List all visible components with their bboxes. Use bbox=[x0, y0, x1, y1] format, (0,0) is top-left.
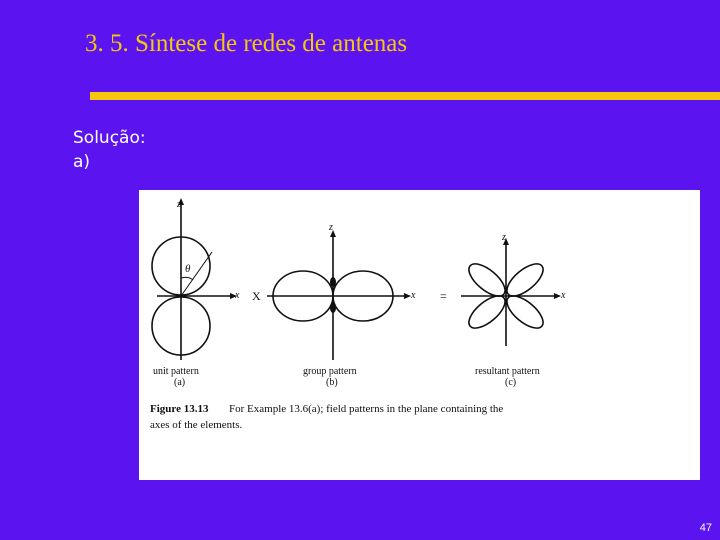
panel-a-theta-label: θ bbox=[185, 263, 191, 275]
figure-caption-number: Figure 13.13 bbox=[150, 403, 209, 415]
figure-caption-line1: For Example 13.6(a); field patterns in the plane containing the bbox=[229, 403, 504, 415]
figure-image bbox=[139, 190, 700, 480]
panel-b-z-label: z bbox=[329, 222, 333, 233]
panel-c-caption: resultant pattern bbox=[475, 366, 540, 377]
panel-a-theta-arc bbox=[181, 277, 193, 280]
panel-c-x-arrow bbox=[554, 293, 561, 299]
item-label: a) bbox=[73, 152, 91, 172]
solution-label: Solução: bbox=[73, 128, 146, 148]
slide-number: 47 bbox=[699, 522, 712, 534]
panel-b-top-node bbox=[330, 277, 336, 287]
panel-b-x-arrow bbox=[404, 293, 411, 299]
panel-a-x-label: x bbox=[235, 290, 240, 301]
title-underline bbox=[90, 92, 720, 100]
panel-a-z-label: z bbox=[177, 199, 181, 210]
slide-title: 3. 5. Síntese de redes de antenas bbox=[85, 30, 408, 57]
panel-b-letter: (b) bbox=[326, 377, 338, 388]
field-pattern-diagram bbox=[139, 190, 700, 480]
panel-c-x-label: x bbox=[561, 290, 566, 301]
panel-a-letter: (a) bbox=[174, 377, 186, 388]
equals-sign: = bbox=[440, 289, 447, 303]
panel-b-caption: group pattern bbox=[303, 366, 357, 377]
times-sign: X bbox=[252, 289, 261, 303]
panel-c-letter: (c) bbox=[505, 377, 517, 388]
panel-a-caption: unit pattern bbox=[153, 366, 199, 377]
panel-b-x-label: x bbox=[411, 290, 416, 301]
panel-b-bottom-node bbox=[330, 303, 336, 313]
panel-c-z-label: z bbox=[502, 232, 506, 243]
figure-caption-line2: axes of the elements. bbox=[150, 419, 243, 431]
